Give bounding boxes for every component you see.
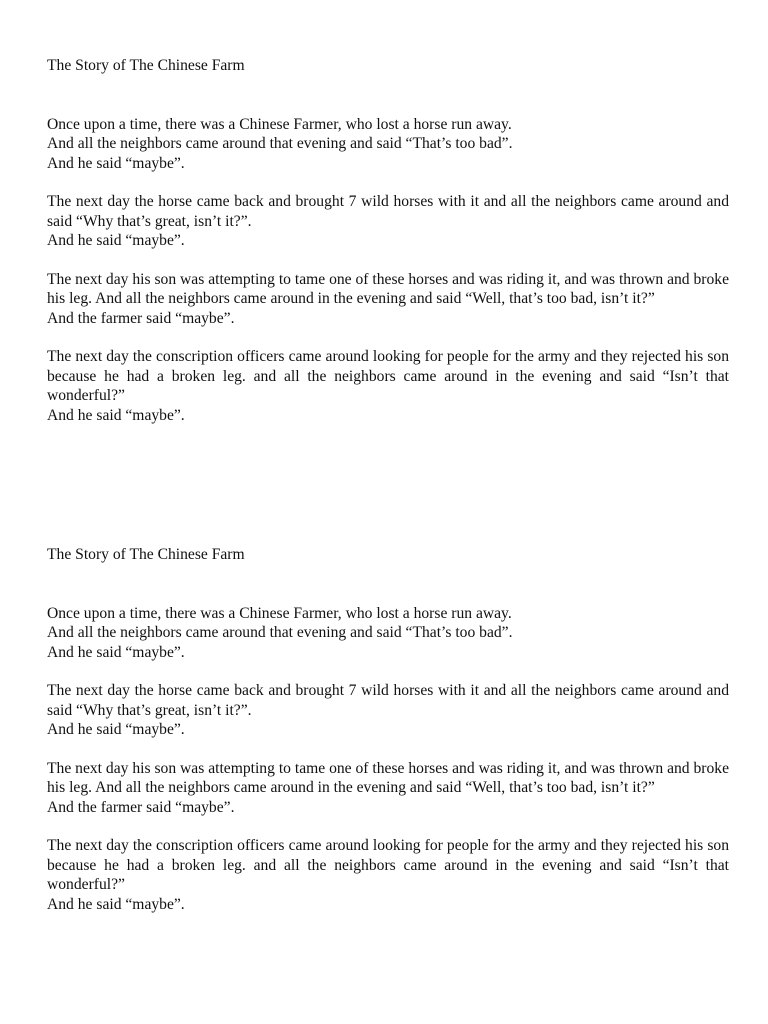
story-paragraph-2	[47, 681, 729, 740]
story-title: The Story of The Chinese Farm	[47, 57, 245, 74]
story-paragraph-3	[47, 759, 729, 818]
paragraph-text: The next day the horse came back and brought 7 wild horses with it and all the neighbors came around and said “Why that’s great, isn’t it?”.	[47, 682, 729, 719]
paragraph-line: And the farmer said “maybe”.	[47, 309, 235, 327]
paragraph-text: The next day his son was attempting to tame one of these horses and was riding it, and was thrown and broke his leg. And all the neighbors came around in the evening and said “Well, that’s too bad, isn’t it?”	[47, 759, 729, 796]
story-paragraph-4	[47, 347, 729, 425]
story-paragraph-2	[47, 192, 729, 251]
paragraph-line: And he said “maybe”.	[47, 721, 185, 738]
story-section-1	[47, 56, 729, 444]
story-paragraph-4	[47, 836, 729, 914]
paragraph-line: And he said “maybe”.	[47, 232, 185, 249]
story-paragraph-3	[47, 270, 729, 329]
paragraph-line: And he said “maybe”.	[47, 406, 185, 424]
story-section-2	[47, 545, 729, 933]
paragraph-text: The next day his son was attempting to tame one of these horses and was riding it, and was thrown and broke his leg. And all the neighbors came around in the evening and said “Well, that’s too bad, isn’t it?”	[47, 270, 729, 307]
paragraph-line: And he said “maybe”.	[47, 643, 185, 661]
paragraph-line: And he said “maybe”.	[47, 895, 185, 913]
paragraph-line: Once upon a time, there was a Chinese Farmer, who lost a horse run away.	[47, 604, 512, 622]
paragraph-line: And the farmer said “maybe”.	[47, 798, 235, 816]
paragraph-line: Once upon a time, there was a Chinese Farmer, who lost a horse run away.	[47, 115, 512, 133]
paragraph-line: And all the neighbors came around that evening and said “That’s too bad”.	[47, 135, 513, 152]
paragraph-text: The next day the conscription officers came around looking for people for the army and they rejected his son because he had a broken leg. and all the neighbors came around in the evening and said “Isn’t that wonderful?”	[47, 348, 729, 404]
story-paragraph-1	[47, 604, 729, 663]
story-title: The Story of The Chinese Farm	[47, 546, 245, 563]
paragraph-text: The next day the conscription officers came around looking for people for the army and they rejected his son because he had a broken leg. and all the neighbors came around in the evening and said “Isn’t that wonderful?”	[47, 837, 729, 893]
paragraph-line: And all the neighbors came around that evening and said “That’s too bad”.	[47, 624, 513, 641]
paragraph-text: The next day the horse came back and brought 7 wild horses with it and all the neighbors came around and said “Why that’s great, isn’t it?”.	[47, 193, 729, 230]
paragraph-line: And he said “maybe”.	[47, 154, 185, 172]
story-paragraph-1	[47, 115, 729, 174]
